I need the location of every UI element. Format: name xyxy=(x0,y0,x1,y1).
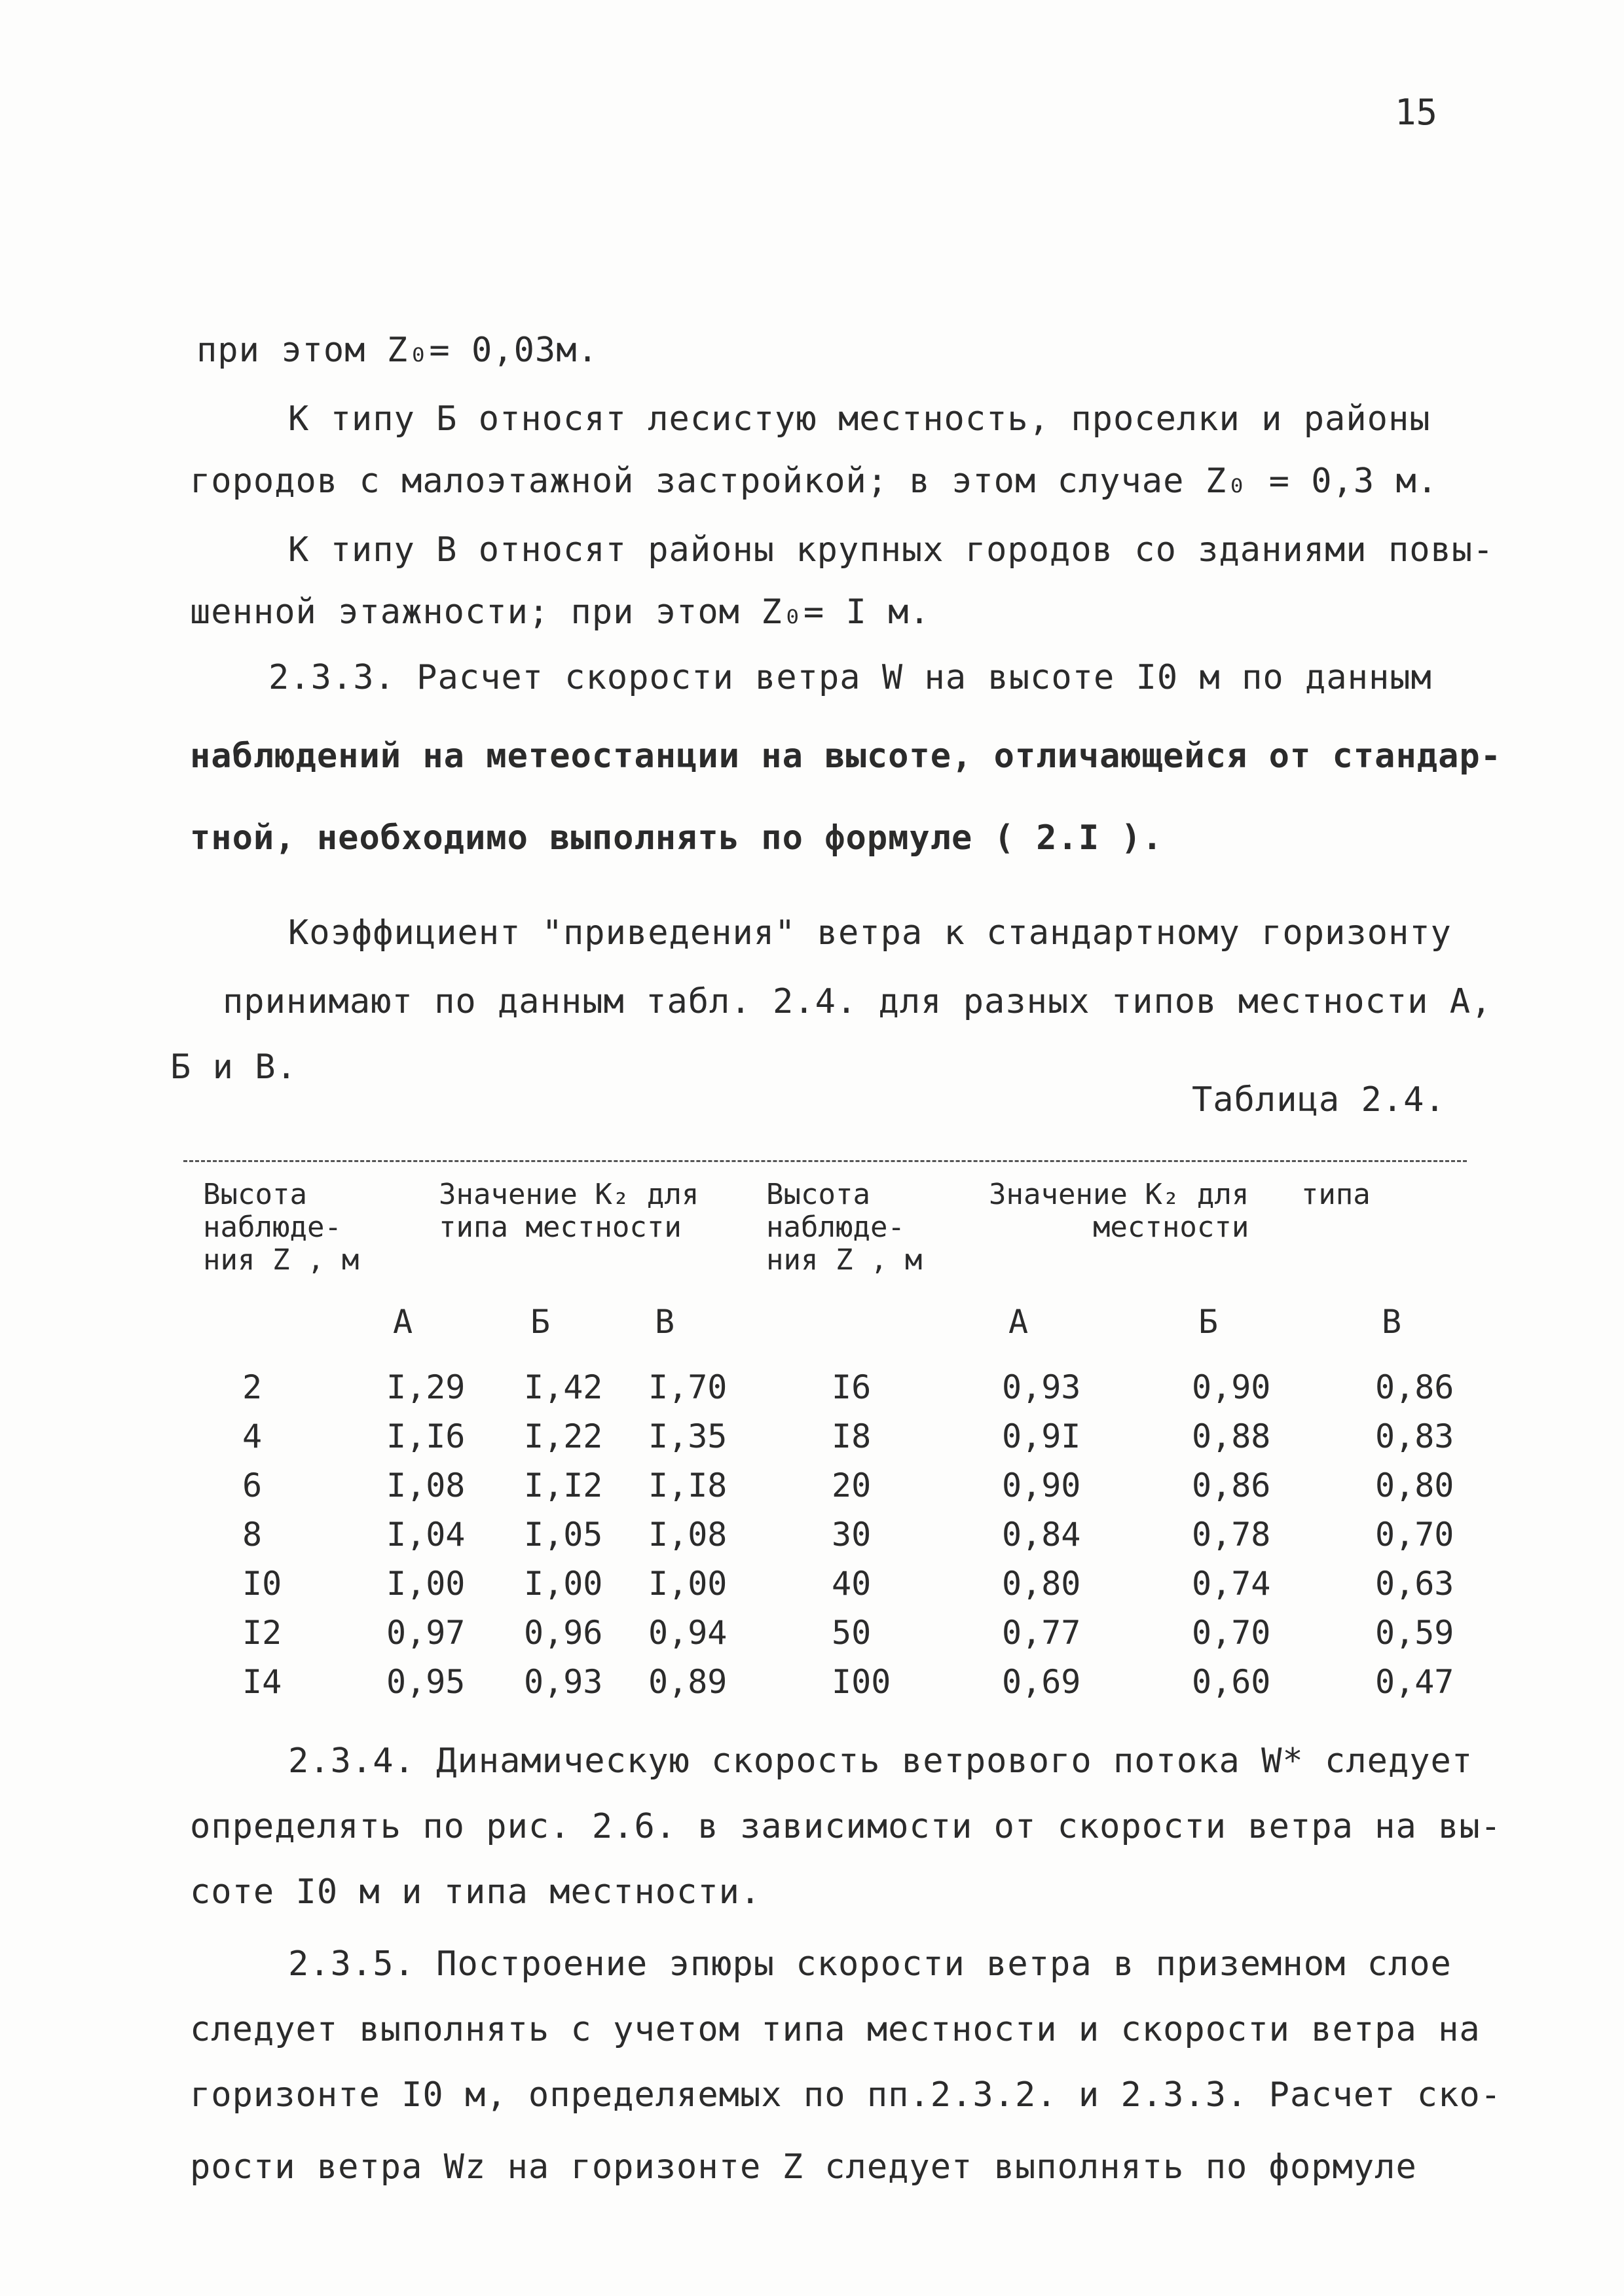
table-value-cell: I,08 xyxy=(648,1516,728,1554)
text-line: следует выполнять с учетом типа местности и скорости ветра на xyxy=(190,2010,1481,2049)
table-value-cell: 0,90 xyxy=(1192,1368,1271,1406)
text-line: рости ветра Wz на горизонте Z следует выполнять по формуле xyxy=(190,2147,1417,2187)
table-value-cell: 0,93 xyxy=(1002,1368,1081,1406)
table-value-cell: 0,97 xyxy=(386,1614,466,1652)
table-subheader-cell: В xyxy=(1382,1303,1402,1341)
table-value-cell: I,I6 xyxy=(386,1417,466,1455)
table-value-cell: 0,86 xyxy=(1375,1368,1454,1406)
table-height-cell: 6 xyxy=(242,1467,263,1504)
table-value-cell: I,00 xyxy=(524,1565,603,1603)
text-line: К типу В относят районы крупных городов со зданиями повы- xyxy=(288,530,1494,570)
table-value-cell: I,I8 xyxy=(648,1467,728,1504)
table-value-cell: I,22 xyxy=(524,1417,603,1455)
table-value-cell: 0,70 xyxy=(1192,1614,1271,1652)
table-value-cell: 0,80 xyxy=(1375,1467,1454,1504)
table-value-cell: 0,59 xyxy=(1375,1614,1454,1652)
table-value-cell: I,I2 xyxy=(524,1467,603,1504)
table-value-cell: 0,77 xyxy=(1002,1614,1081,1652)
table-subheader-cell: А xyxy=(393,1303,413,1341)
table-value-cell: 0,86 xyxy=(1192,1467,1271,1504)
table-height-cell: I00 xyxy=(832,1663,891,1701)
table-subheader-cell: Б xyxy=(530,1303,551,1341)
table-value-cell: 0,69 xyxy=(1002,1663,1081,1701)
table-value-cell: 0,74 xyxy=(1192,1565,1271,1603)
table-value-cell: 0,93 xyxy=(524,1663,603,1701)
text-line: тной, необходимо выполнять по формуле ( 2.I ). xyxy=(190,818,1164,858)
table-height-cell: I4 xyxy=(242,1663,282,1701)
section-2-3-5: 2.3.5. Построение эпюры скорости ветра в приземном слое xyxy=(288,1944,1452,1984)
text-line: К типу Б относят лесистую местность, проселки и районы xyxy=(288,399,1431,439)
table-height-cell: 40 xyxy=(832,1565,872,1603)
text-line: определять по рис. 2.6. в зависимости от скорости ветра на вы- xyxy=(190,1807,1502,1846)
table-value-cell: I,35 xyxy=(648,1417,728,1455)
table-value-cell: 0,63 xyxy=(1375,1565,1454,1603)
table-subheader-cell: Б xyxy=(1198,1303,1219,1341)
table-height-cell: 2 xyxy=(242,1368,263,1406)
header-height-left: Высота наблюде- ния Z , м xyxy=(203,1178,360,1277)
table-height-cell: 8 xyxy=(242,1516,263,1554)
table-top-rule xyxy=(183,1160,1467,1162)
table-value-cell: 0,47 xyxy=(1375,1663,1454,1701)
text-line: соте I0 м и типа местности. xyxy=(190,1872,762,1912)
table-value-cell: 0,70 xyxy=(1375,1516,1454,1554)
table-height-cell: I8 xyxy=(832,1417,872,1455)
table-value-cell: 0,90 xyxy=(1002,1467,1081,1504)
table-height-cell: 20 xyxy=(832,1467,872,1504)
table-value-cell: 0,94 xyxy=(648,1614,728,1652)
header-value-left: Значение K₂ для типа местности xyxy=(439,1178,699,1244)
table-value-cell: 0,96 xyxy=(524,1614,603,1652)
table-value-cell: 0,89 xyxy=(648,1663,728,1701)
table-value-cell: 0,84 xyxy=(1002,1516,1081,1554)
header-height-right: Высота наблюде- ния Z , м xyxy=(766,1178,923,1277)
text-line: городов с малоэтажной застройкой; в этом случае Z₀ = 0,3 м. xyxy=(190,462,1439,501)
table-subheader-cell: А xyxy=(1008,1303,1029,1341)
table-value-cell: 0,95 xyxy=(386,1663,466,1701)
table-value-cell: 0,80 xyxy=(1002,1565,1081,1603)
header-value-right: Значение K₂ для типа местности xyxy=(989,1178,1371,1244)
table-value-cell: I,08 xyxy=(386,1467,466,1504)
section-2-3-3: 2.3.3. Расчет скорости ветра W на высоте I0 м по данным xyxy=(268,658,1432,697)
table-caption: Таблица 2.4. xyxy=(1192,1080,1446,1120)
text-line: Б и В. xyxy=(170,1048,297,1087)
table-height-cell: 50 xyxy=(832,1614,872,1652)
table-value-cell: 0,83 xyxy=(1375,1417,1454,1455)
table-value-cell: I,00 xyxy=(386,1565,466,1603)
table-value-cell: I,29 xyxy=(386,1368,466,1406)
text-line: шенной этажности; при этом Z₀= I м. xyxy=(190,592,931,632)
table-value-cell: 0,60 xyxy=(1192,1663,1271,1701)
table-value-cell: 0,9I xyxy=(1002,1417,1081,1455)
table-value-cell: I,00 xyxy=(648,1565,728,1603)
table-value-cell: I,04 xyxy=(386,1516,466,1554)
table-height-cell: I6 xyxy=(832,1368,872,1406)
table-height-cell: I2 xyxy=(242,1614,282,1652)
table-value-cell: I,42 xyxy=(524,1368,603,1406)
text-line: горизонте I0 м, определяемых по пп.2.3.2. и 2.3.3. Расчет ско- xyxy=(190,2075,1502,2115)
table-height-cell: I0 xyxy=(242,1565,282,1603)
text-line: принимают по данным табл. 2.4. для разных типов местности А, xyxy=(223,982,1492,1021)
text-line: при этом Z₀= 0,03м. xyxy=(196,331,599,370)
page-number: 15 xyxy=(1395,92,1438,133)
table-value-cell: 0,88 xyxy=(1192,1417,1271,1455)
table-subheader-cell: В xyxy=(655,1303,675,1341)
table-height-cell: 4 xyxy=(242,1417,263,1455)
table-height-cell: 30 xyxy=(832,1516,872,1554)
text-line: наблюдений на метеостанции на высоте, отличающейся от стандар- xyxy=(190,737,1502,776)
table-value-cell: I,70 xyxy=(648,1368,728,1406)
table-value-cell: 0,78 xyxy=(1192,1516,1271,1554)
section-2-3-4: 2.3.4. Динамическую скорость ветрового потока W* следует xyxy=(288,1741,1473,1781)
table-value-cell: I,05 xyxy=(524,1516,603,1554)
text-line: Коэффициент "приведения" ветра к стандартному горизонту xyxy=(288,913,1452,953)
